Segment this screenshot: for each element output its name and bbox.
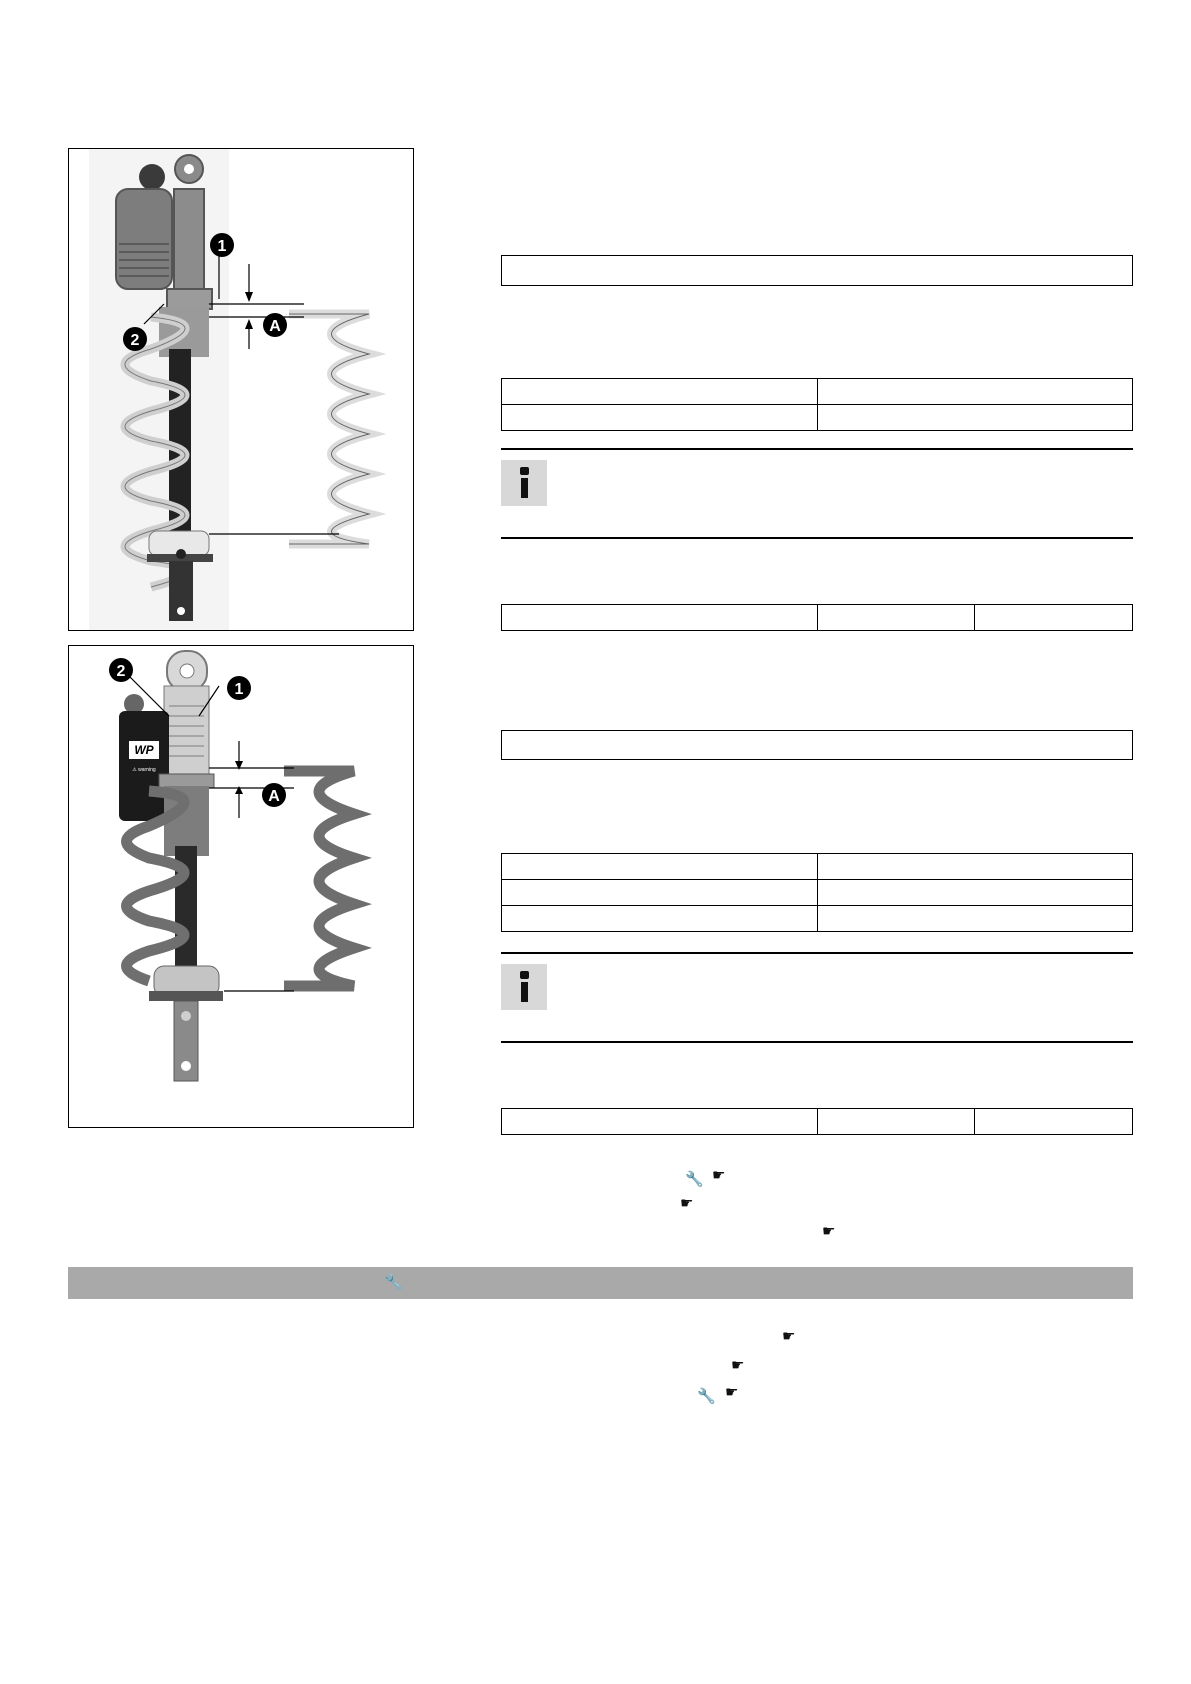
callout-a — [263, 313, 287, 337]
pointing-hand-icon: ☛ — [782, 1327, 796, 1345]
svg-text:2: 2 — [130, 332, 140, 349]
table-row — [502, 379, 1133, 405]
spec-box-2 — [501, 730, 1133, 760]
wrench-icon: 🔧 — [685, 1170, 704, 1188]
wrench-icon: 🔧 — [384, 1273, 403, 1291]
note-divider-top-1 — [501, 448, 1133, 450]
pointing-hand-icon: ☛ — [731, 1356, 745, 1374]
spec-table-4 — [501, 1108, 1133, 1135]
spec-table-3 — [501, 853, 1133, 932]
table-row — [502, 1109, 1133, 1135]
wp-brand-label — [129, 741, 159, 773]
shock-absorber-illustration-2 — [69, 646, 413, 1127]
spec-table-1 — [501, 378, 1133, 431]
svg-text:A: A — [269, 318, 281, 335]
svg-text:A: A — [268, 788, 280, 805]
figure-shock-absorber-top — [68, 148, 414, 631]
svg-text:2: 2 — [116, 663, 126, 680]
callout-1 — [210, 233, 234, 257]
spec-table-2 — [501, 604, 1133, 631]
section-heading-bar — [68, 1267, 1133, 1299]
table-row — [502, 906, 1133, 932]
table-row — [502, 605, 1133, 631]
spec-box-1 — [501, 255, 1133, 286]
shock-absorber-illustration — [69, 149, 413, 630]
svg-text:⚠ warning: ⚠ warning — [132, 767, 156, 773]
pointing-hand-icon: ☛ — [712, 1166, 726, 1184]
pointing-hand-icon: ☛ — [822, 1222, 836, 1240]
callout-2 — [109, 658, 133, 682]
pointing-hand-icon: ☛ — [725, 1383, 739, 1401]
info-icon — [501, 964, 547, 1010]
table-row — [502, 854, 1133, 880]
note-divider-top-2 — [501, 952, 1133, 954]
svg-text:1: 1 — [234, 681, 244, 698]
callout-1 — [227, 676, 251, 700]
svg-text:1: 1 — [217, 238, 227, 255]
figure-shock-absorber-bottom — [68, 645, 414, 1128]
wrench-icon: 🔧 — [697, 1387, 716, 1405]
table-row — [502, 405, 1133, 431]
note-divider-bottom-1 — [501, 537, 1133, 539]
info-icon — [501, 460, 547, 506]
callout-2 — [123, 327, 147, 351]
svg-text:WP: WP — [134, 743, 154, 757]
callout-a — [262, 783, 286, 807]
note-divider-bottom-2 — [501, 1041, 1133, 1043]
table-row — [502, 880, 1133, 906]
pointing-hand-icon: ☛ — [680, 1194, 694, 1212]
